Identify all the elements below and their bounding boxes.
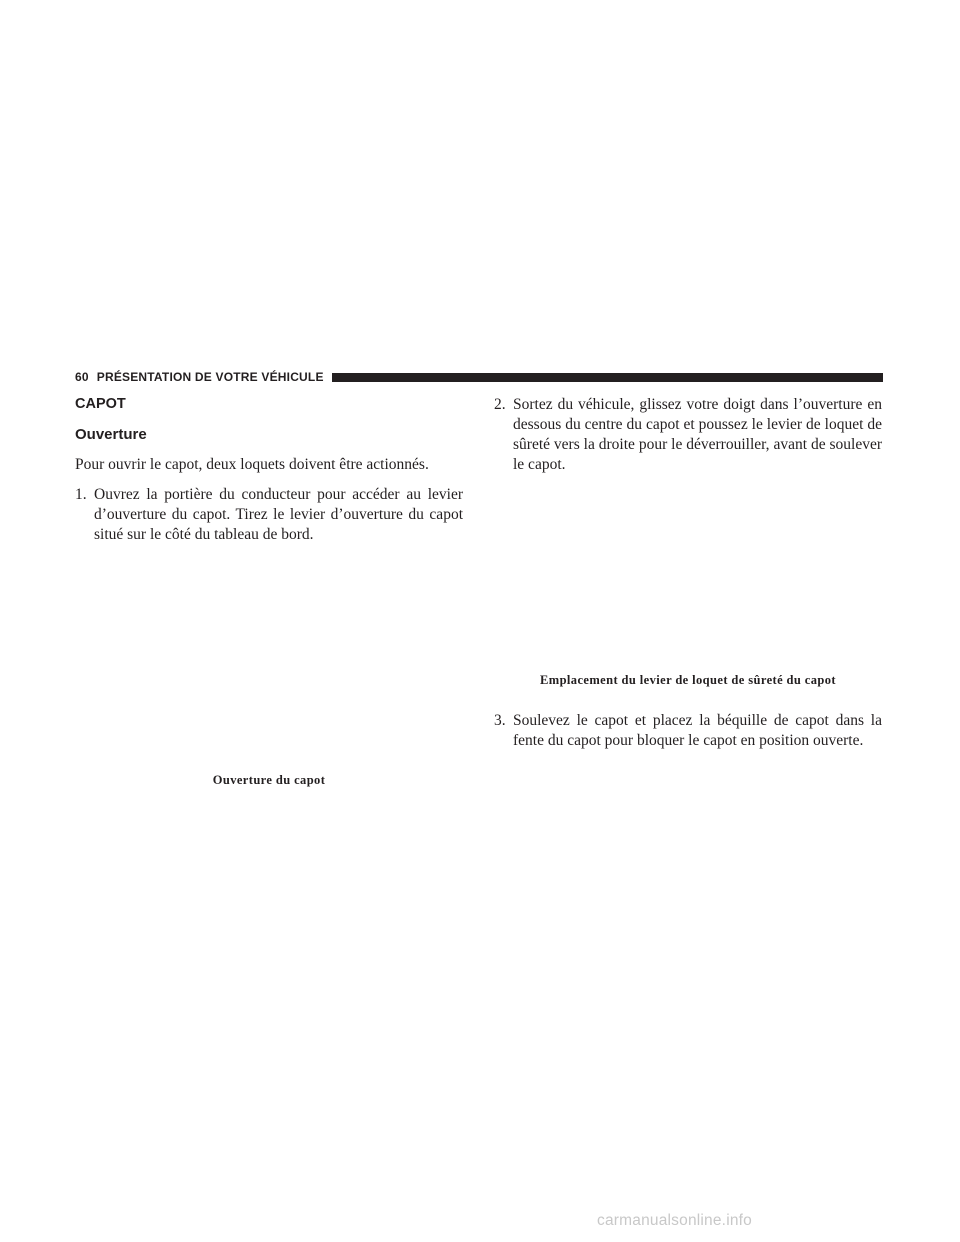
figure-safety-latch xyxy=(494,475,882,701)
step-3 xyxy=(494,711,882,751)
heading-capot: CAPOT xyxy=(75,396,126,412)
watermark: carmanualsonline.info xyxy=(597,1212,752,1229)
page-number: 60 xyxy=(75,370,89,384)
step-3-number: 3. xyxy=(494,712,506,729)
step-2 xyxy=(494,395,882,475)
left-column xyxy=(75,395,463,801)
step-2-number: 2. xyxy=(494,396,506,413)
figure-hood-opening xyxy=(75,545,463,801)
step-1-text: Ouvrez la portière du conducteur pour accéder au levier d’ouverture du capot. Tirez le levier d’ouverture du capot situé sur le côté du tableau de bord. xyxy=(94,486,463,543)
step-1-number: 1. xyxy=(75,486,87,503)
intro-paragraph: Pour ouvrir le capot, deux loquets doivent être actionnés. xyxy=(75,456,429,473)
subheading-ouverture: Ouverture xyxy=(75,426,147,443)
page-header xyxy=(75,368,883,386)
figure-caption-hood-opening: Ouverture du capot xyxy=(212,773,326,787)
section-title: PRÉSENTATION DE VOTRE VÉHICULE xyxy=(96,370,324,384)
right-column xyxy=(494,395,882,751)
header-rule xyxy=(332,373,883,382)
step-2-text: Sortez du véhicule, glissez votre doigt dans l’ouverture en dessous du centre du capot et poussez le levier de loquet de sûreté vers la droite pour le déverrouiller, avant de soulever le capot. xyxy=(513,396,882,473)
figure-caption-safety-latch: Emplacement du levier de loquet de sûreté du capot xyxy=(540,673,836,687)
step-1 xyxy=(75,485,463,545)
step-3-text: Soulevez le capot et placez la béquille de capot dans la fente du capot pour bloquer le capot en position ouverte. xyxy=(513,712,882,749)
